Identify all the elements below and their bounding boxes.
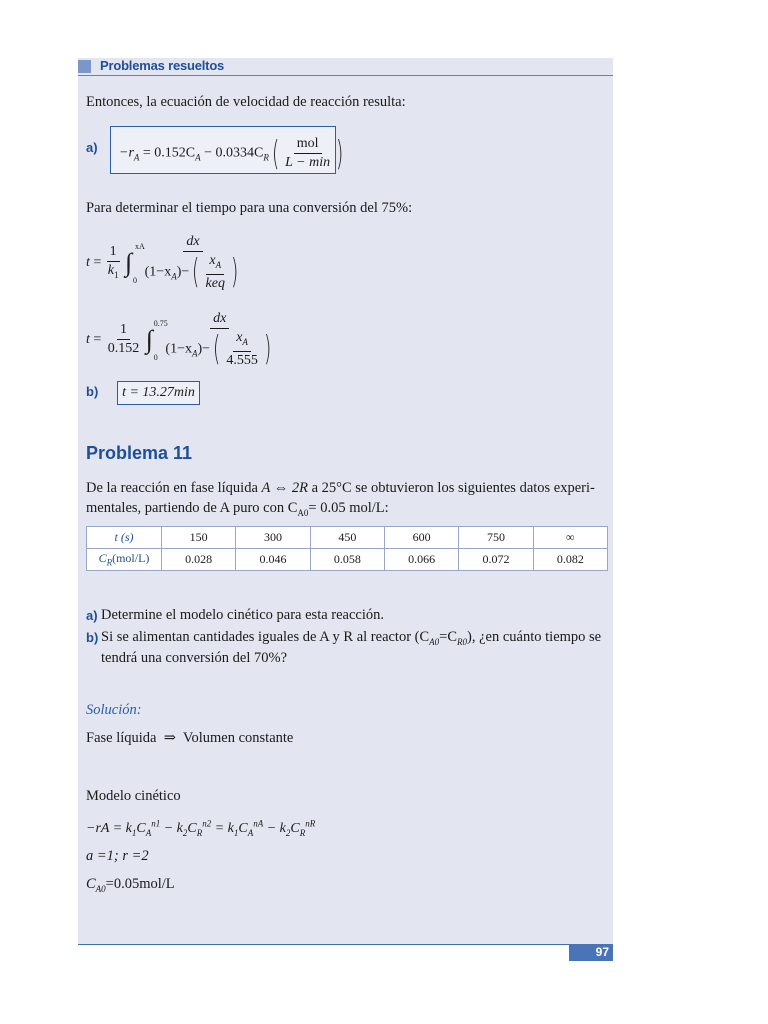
table-cell: 0.066 <box>384 549 458 571</box>
table-cell: ∞ <box>533 527 607 549</box>
table-cell: 0.028 <box>162 549 236 571</box>
header-rule <box>78 75 613 76</box>
reaction-equation: A ⇔ 2R <box>261 480 308 496</box>
part-a-label: a) <box>86 140 98 155</box>
table-row <box>87 527 608 549</box>
table-row <box>87 549 608 571</box>
integral-sign: ∫ 0.75 0 <box>145 318 168 362</box>
time-integral-equation: t = $\frac{1}{k_1}$ ∫ xA 0 dx $(1-x_A)-$( $\frac{x_A}{\text{keq}}$ ) <box>86 234 239 293</box>
question-b-line2: tendrá una conversión del 70%? <box>101 650 288 666</box>
table-header-time: t (s) <box>87 527 162 549</box>
table-cell: 450 <box>310 527 384 549</box>
kinetic-model-title: Modelo cinético <box>86 788 181 804</box>
time-integral-numeric: t = $\frac{1}{0.152}$ ∫ 0.75 0 dx $(1-x_A)-$( $\frac{x_A}{4.555}$ ) <box>86 311 272 370</box>
initial-concentration: $C_{A0}=0.05mol/L$ <box>86 876 175 894</box>
table-cell: 150 <box>162 527 236 549</box>
table-cell: 0.072 <box>459 549 533 571</box>
question-a-text: Determine el modelo cinético para esta reacción. <box>101 607 385 623</box>
page-header-title: Problemas resueltos <box>100 58 225 73</box>
problem-statement-line2: mentales, partiendo de A puro con $C_{A0}= 0.05$ mol/L: <box>86 500 389 518</box>
stoichiometric-coefficients: a =1; r =2 <box>86 848 149 864</box>
question-b-label: b) <box>86 630 99 645</box>
header-marker <box>78 60 91 73</box>
rate-equation-box <box>110 126 344 174</box>
table-cell: 0.082 <box>533 549 607 571</box>
problem-title: Problema 11 <box>86 443 193 463</box>
page-body <box>78 58 613 945</box>
unit-fraction: $\frac{\text{mol}}{L - \min}$ <box>285 136 331 170</box>
solution-heading: Solución: <box>86 702 142 718</box>
phase-note: Fase líquida ⇒ Volumen constante <box>86 730 294 746</box>
table-cell: 0.046 <box>236 549 310 571</box>
part-b-label: b) <box>86 384 99 399</box>
integral-sign: ∫ xA 0 <box>125 241 145 285</box>
kinetic-model-equation: $-rA = k_1C_A^{n1} - k_2C_R^{n2} = k_1C_A^{nA} - k_2C_R^{nR}$ <box>86 818 316 838</box>
page-number: 97 <box>569 944 613 961</box>
intro-text: Entonces, la ecuación de velocidad de reacción resulta: <box>86 94 406 110</box>
table-cell: 300 <box>236 527 310 549</box>
problem-statement-line1: De la reacción en fase líquida A ⇔ 2R a 25°C se obtuvieron los siguientes datos experi- <box>86 480 595 496</box>
table-header-concentration: $C_R(mol/L)$ <box>87 549 162 571</box>
table-cell: 600 <box>384 527 458 549</box>
time-intro-text: Para determinar el tiempo para una conversión del 75%: <box>86 200 413 216</box>
experimental-data-table <box>86 526 608 571</box>
rate-equation: $-r_A = 0.152C_A - 0.0334C_R$( $\frac{\text{mol}}{L - \min}$ ) <box>119 133 344 174</box>
table-cell: 0.058 <box>310 549 384 571</box>
table-cell: 750 <box>459 527 533 549</box>
question-a-label: a) <box>86 608 98 623</box>
result-box: t = 13.27min <box>117 381 200 405</box>
question-b-line1: Si se alimentan cantidades iguales de A y R al reactor $(C_{A0}=C_{R0})$, ¿en cuánto tiempo se <box>101 629 602 647</box>
